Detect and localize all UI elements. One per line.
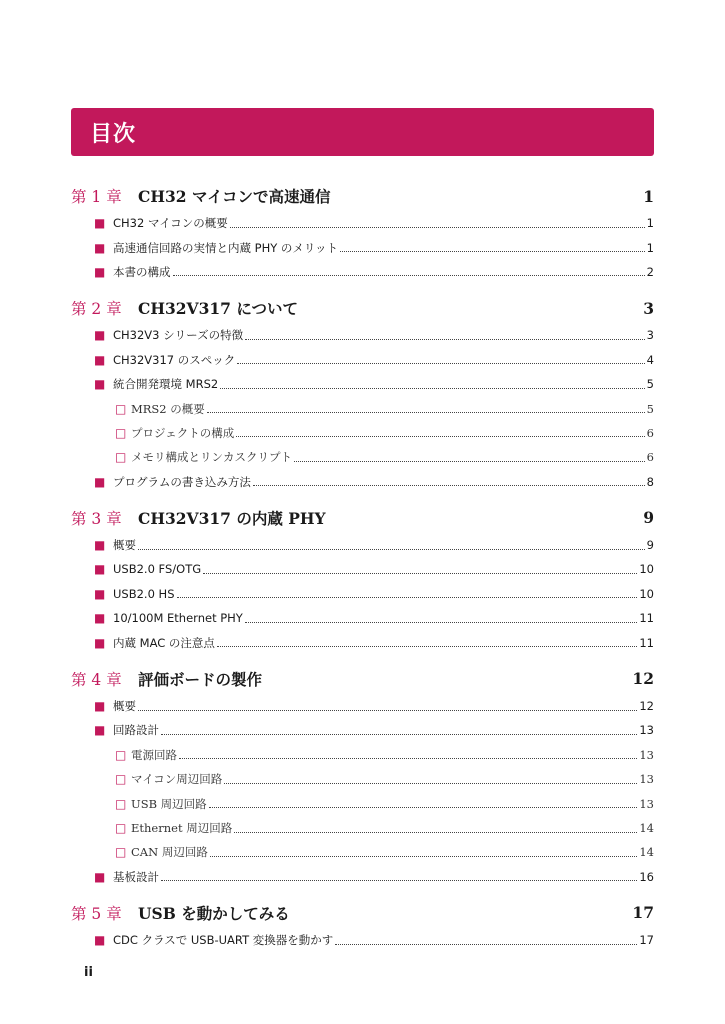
chapter-title: CH32V317 の内蔵 PHY <box>138 508 326 528</box>
dot-leader <box>245 622 638 623</box>
dot-leader <box>138 549 645 550</box>
entry-title: 10/100M Ethernet PHY <box>113 611 243 626</box>
chapter-heading[interactable] <box>71 181 654 211</box>
chapter-title: 評価ボードの製作 <box>138 669 263 689</box>
filled-square-icon: ■ <box>94 699 106 714</box>
entry-page-number: 16 <box>639 869 654 884</box>
chapter-title: USB を動かしてみる <box>138 903 290 923</box>
filled-square-icon: ■ <box>94 723 106 738</box>
filled-square-icon: ■ <box>94 538 106 553</box>
filled-square-icon: ■ <box>94 377 106 392</box>
toc-section-entry[interactable] <box>71 582 654 606</box>
entry-page-number: 11 <box>639 635 654 650</box>
chapter-label: 第 2 章 <box>71 300 122 319</box>
chapter-label: 第 3 章 <box>71 509 122 528</box>
toc-subsection-entry[interactable] <box>71 840 654 864</box>
entry-title: 基板設計 <box>113 869 159 884</box>
dot-leader <box>217 646 637 647</box>
dot-leader <box>220 388 644 389</box>
chapter-page-number: 9 <box>643 508 654 528</box>
chapter-heading[interactable] <box>71 898 654 928</box>
entry-page-number: 11 <box>639 611 654 626</box>
entry-page-number: 5 <box>646 401 654 416</box>
toc-section-entry[interactable] <box>71 557 654 581</box>
entry-title: 概要 <box>113 538 136 553</box>
entry-title: 統合開発環境 MRS2 <box>113 377 219 392</box>
toc-section-entry[interactable] <box>71 211 654 235</box>
filled-square-icon: ■ <box>94 264 106 279</box>
entry-page-number: 10 <box>639 586 654 601</box>
entry-page-number: 10 <box>639 562 654 577</box>
entry-title: プログラムの書き込み方法 <box>113 474 251 489</box>
hollow-square-icon: □ <box>115 821 127 835</box>
page-number: ii <box>84 965 93 980</box>
filled-square-icon: ■ <box>94 869 106 884</box>
toc-subsection-entry[interactable] <box>71 396 654 420</box>
entry-page-number: 6 <box>646 450 654 465</box>
toc-section-entry[interactable] <box>71 865 654 889</box>
toc-subsection-entry[interactable] <box>71 767 654 791</box>
toc-section-entry[interactable] <box>71 372 654 396</box>
entry-page-number: 3 <box>646 328 654 343</box>
entry-title: マイコン周辺回路 <box>131 772 223 787</box>
toc-title-bar <box>71 108 654 156</box>
entry-page-number: 13 <box>639 723 654 738</box>
entry-page-number: 2 <box>646 264 654 279</box>
entry-title: CH32V317 のスペック <box>113 352 236 367</box>
toc-section-entry[interactable] <box>71 718 654 742</box>
entry-title: メモリ構成とリンカスクリプト <box>131 450 292 465</box>
dot-leader <box>294 461 645 462</box>
entry-page-number: 6 <box>646 425 654 440</box>
dot-leader <box>138 710 637 711</box>
filled-square-icon: ■ <box>94 216 106 231</box>
filled-square-icon: ■ <box>94 933 106 948</box>
dot-leader <box>335 944 637 945</box>
dot-leader <box>179 758 637 759</box>
filled-square-icon: ■ <box>94 586 106 601</box>
chapter-page-number: 1 <box>643 186 654 206</box>
toc-section-entry[interactable] <box>71 323 654 347</box>
toc-section-entry[interactable] <box>71 630 654 654</box>
entry-page-number: 14 <box>639 845 654 860</box>
dot-leader <box>203 573 637 574</box>
dot-leader <box>173 275 645 276</box>
entry-title: 概要 <box>113 699 136 714</box>
entry-title: 本書の構成 <box>113 264 171 279</box>
toc-subsection-entry[interactable] <box>71 421 654 445</box>
entry-title: USB2.0 FS/OTG <box>113 562 202 577</box>
hollow-square-icon: □ <box>115 796 127 811</box>
hollow-square-icon: □ <box>115 747 127 762</box>
entry-title: CDC クラスで USB-UART 変換器を動かす <box>113 933 334 948</box>
page-title: 目次 <box>90 121 137 147</box>
dot-leader <box>234 832 637 833</box>
dot-leader <box>207 412 645 413</box>
entry-title: Ethernet 周辺回路 <box>131 821 233 835</box>
toc-subsection-entry[interactable] <box>71 445 654 469</box>
toc-section-entry[interactable] <box>71 235 654 259</box>
dot-leader <box>340 251 645 252</box>
chapter-page-number: 17 <box>632 903 654 923</box>
dot-leader <box>209 807 638 808</box>
toc-section-entry[interactable] <box>71 694 654 718</box>
dot-leader <box>161 734 637 735</box>
entry-page-number: 4 <box>646 352 654 367</box>
hollow-square-icon: □ <box>115 450 127 465</box>
hollow-square-icon: □ <box>115 845 127 860</box>
entry-title: 電源回路 <box>131 747 177 762</box>
chapter-title: CH32V317 について <box>138 299 299 319</box>
entry-title: プロジェクトの構成 <box>131 425 235 440</box>
entry-title: CH32 マイコンの概要 <box>113 216 228 231</box>
entry-page-number: 13 <box>639 747 654 762</box>
toc-section-entry[interactable] <box>71 928 654 952</box>
entry-page-number: 8 <box>646 474 654 489</box>
table-of-contents <box>71 181 654 952</box>
entry-title: 回路設計 <box>113 723 159 738</box>
hollow-square-icon: □ <box>115 425 127 440</box>
dot-leader <box>236 436 644 437</box>
filled-square-icon: ■ <box>94 328 106 343</box>
toc-section-entry[interactable] <box>71 606 654 630</box>
entry-page-number: 12 <box>639 699 654 714</box>
entry-page-number: 13 <box>639 796 654 811</box>
filled-square-icon: ■ <box>94 611 106 626</box>
dot-leader <box>161 880 637 881</box>
entry-title: USB2.0 HS <box>113 586 175 601</box>
chapter-page-number: 12 <box>632 669 654 689</box>
dot-leader <box>177 597 638 598</box>
dot-leader <box>224 783 637 784</box>
hollow-square-icon: □ <box>115 401 127 416</box>
chapter-title: CH32 マイコンで高速通信 <box>138 187 331 206</box>
entry-page-number: 13 <box>639 772 654 787</box>
toc-subsection-entry[interactable] <box>71 743 654 767</box>
entry-title: CAN 周辺回路 <box>131 845 208 860</box>
dot-leader <box>210 856 638 857</box>
chapter-heading[interactable] <box>71 503 654 533</box>
entry-page-number: 1 <box>646 216 654 231</box>
toc-section-entry[interactable] <box>71 533 654 557</box>
filled-square-icon: ■ <box>94 240 106 255</box>
filled-square-icon: ■ <box>94 352 106 367</box>
toc-section-entry[interactable] <box>71 260 654 284</box>
chapter-heading[interactable] <box>71 664 654 694</box>
entry-page-number: 5 <box>646 377 654 392</box>
chapter-label: 第 1 章 <box>71 188 122 206</box>
dot-leader <box>253 485 645 486</box>
entry-page-number: 1 <box>646 240 654 255</box>
chapter-label: 第 4 章 <box>71 670 122 689</box>
chapter-label: 第 5 章 <box>71 904 122 923</box>
dot-leader <box>230 227 645 228</box>
toc-subsection-entry[interactable] <box>71 791 654 815</box>
toc-section-entry[interactable] <box>71 348 654 372</box>
filled-square-icon: ■ <box>94 562 106 577</box>
entry-title: CH32V3 シリーズの特徴 <box>113 328 244 343</box>
chapter-page-number: 3 <box>643 298 654 318</box>
filled-square-icon: ■ <box>94 635 106 650</box>
entry-title: USB 周辺回路 <box>131 796 207 811</box>
entry-page-number: 9 <box>646 538 654 553</box>
filled-square-icon: ■ <box>94 474 106 489</box>
entry-title: 高速通信回路の実情と内蔵 PHY のメリット <box>113 240 338 255</box>
entry-title: 内蔵 MAC の注意点 <box>113 635 215 650</box>
toc-subsection-entry[interactable] <box>71 816 654 840</box>
dot-leader <box>245 339 645 340</box>
hollow-square-icon: □ <box>115 772 127 787</box>
entry-title: MRS2 の概要 <box>131 401 205 416</box>
entry-page-number: 14 <box>639 821 654 835</box>
entry-page-number: 17 <box>639 933 654 948</box>
toc-section-entry[interactable] <box>71 470 654 494</box>
dot-leader <box>237 363 644 364</box>
chapter-heading[interactable] <box>71 293 654 323</box>
